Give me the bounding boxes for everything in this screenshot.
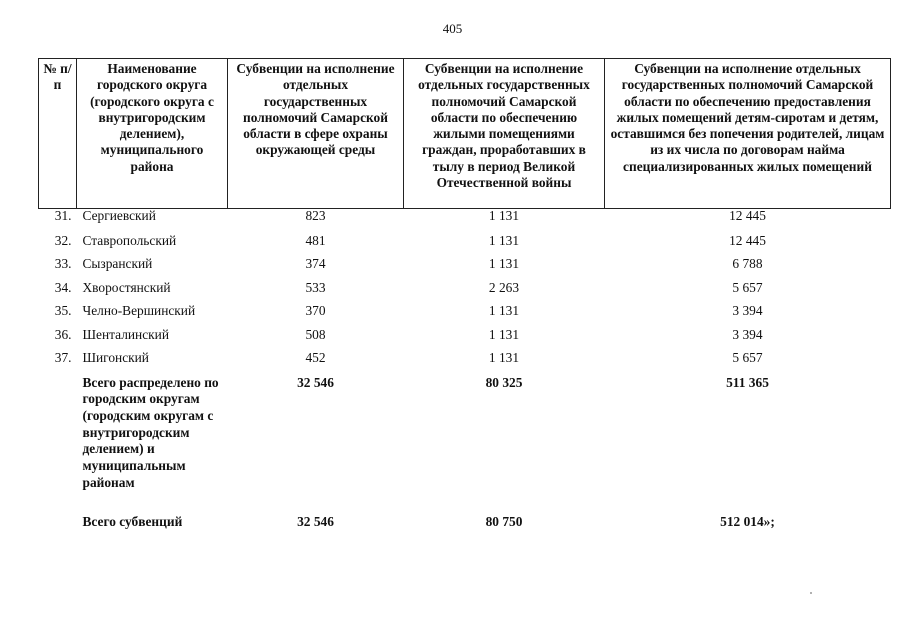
environment-value: 508 — [305, 326, 326, 342]
total-subsidies-war-housing: 80 750 — [485, 513, 523, 529]
orphans-housing-value: 3 394 — [732, 303, 763, 318]
table-row — [39, 233, 891, 257]
row-number: 31. — [54, 208, 72, 223]
environment-value: 533 — [305, 279, 326, 295]
war-housing-value: 1 131 — [488, 303, 520, 318]
total-distributed-number-cell — [39, 374, 77, 512]
header-orphans-housing-subsidy: Субвенции на исполнение отдельных государственных полномочий Самарской области по обеспечению предоставления жилых помещений детям-сиротам и детям, оставшимся без попечения родителей, лицам из их числа по договорам найма специализированных жилых помещений — [605, 59, 891, 209]
total-distributed-row — [39, 374, 891, 512]
war-housing-value: 1 131 — [488, 232, 520, 248]
environment-value: 481 — [305, 232, 326, 248]
municipality-name: Ставропольский — [82, 232, 177, 248]
orphans-housing-value: 12 445 — [729, 208, 766, 223]
municipality-name: Сергиевский — [82, 208, 156, 223]
orphans-housing-value: 5 657 — [732, 350, 763, 365]
war-housing-value: 1 131 — [488, 350, 520, 365]
row-number: 34. — [54, 279, 72, 295]
row-number: 33. — [54, 256, 72, 271]
orphans-housing-value: 6 788 — [732, 256, 763, 271]
scan-speck — [810, 592, 812, 594]
row-number: 32. — [54, 232, 72, 248]
environment-value: 452 — [305, 350, 326, 365]
total-subsidies-orphans-housing: 512 014»; — [720, 513, 775, 529]
table-row — [39, 303, 891, 327]
header-number: № п/п — [39, 59, 77, 209]
total-distributed-environment: 32 546 — [297, 374, 334, 390]
environment-value: 823 — [305, 208, 326, 223]
total-subsidies-environment: 32 546 — [297, 513, 334, 529]
table-row — [39, 327, 891, 351]
war-housing-value: 2 263 — [488, 279, 520, 295]
total-distributed-label: Всего распределено по городским округам (городским округам с внутригородским делением) и муниципальным районам — [82, 374, 219, 490]
header-environment-subsidy: Субвенции на исполнение отдельных государственных полномочий Самарской области в сфере охраны окружающей среды — [228, 59, 404, 209]
municipality-name: Шигонский — [82, 350, 149, 365]
municipality-name: Сызранский — [82, 256, 153, 271]
orphans-housing-value: 3 394 — [732, 326, 763, 342]
total-distributed-war-housing: 80 325 — [485, 374, 523, 390]
subsidy-table — [38, 58, 891, 530]
orphans-housing-value: 5 657 — [732, 279, 763, 295]
header-war-workers-housing-subsidy: Субвенции на исполнение отдельных государственных полномочий Самарской области по обеспечению жилыми помещениями граждан, проработавших в тылу в период Великой Отечественной войны — [404, 59, 605, 209]
table-row — [39, 280, 891, 304]
row-number: 37. — [54, 350, 72, 365]
table-row — [39, 256, 891, 280]
municipality-name: Челно-Вершинский — [82, 303, 196, 318]
row-number: 35. — [54, 303, 72, 318]
total-distributed-orphans-housing: 511 365 — [726, 374, 769, 390]
municipality-name: Хворостянский — [82, 279, 171, 295]
total-subsidies-row — [39, 512, 891, 530]
row-number: 36. — [54, 326, 72, 342]
table-row — [39, 350, 891, 374]
total-subsidies-number-cell — [39, 512, 77, 530]
war-housing-value: 1 131 — [488, 256, 520, 271]
municipality-name: Шенталинский — [82, 326, 169, 342]
table-row — [39, 209, 891, 233]
header-municipality-name: Наименование городского округа (городского округа с внутригородским делением), муниципального района — [77, 59, 228, 209]
table-header-row — [39, 59, 891, 209]
environment-value: 374 — [305, 256, 326, 271]
page-number: 405 — [442, 21, 463, 36]
orphans-housing-value: 12 445 — [729, 232, 766, 248]
total-subsidies-label: Всего субвенций — [82, 513, 183, 529]
war-housing-value: 1 131 — [488, 326, 520, 342]
war-housing-value: 1 131 — [488, 208, 520, 223]
environment-value: 370 — [305, 303, 326, 318]
